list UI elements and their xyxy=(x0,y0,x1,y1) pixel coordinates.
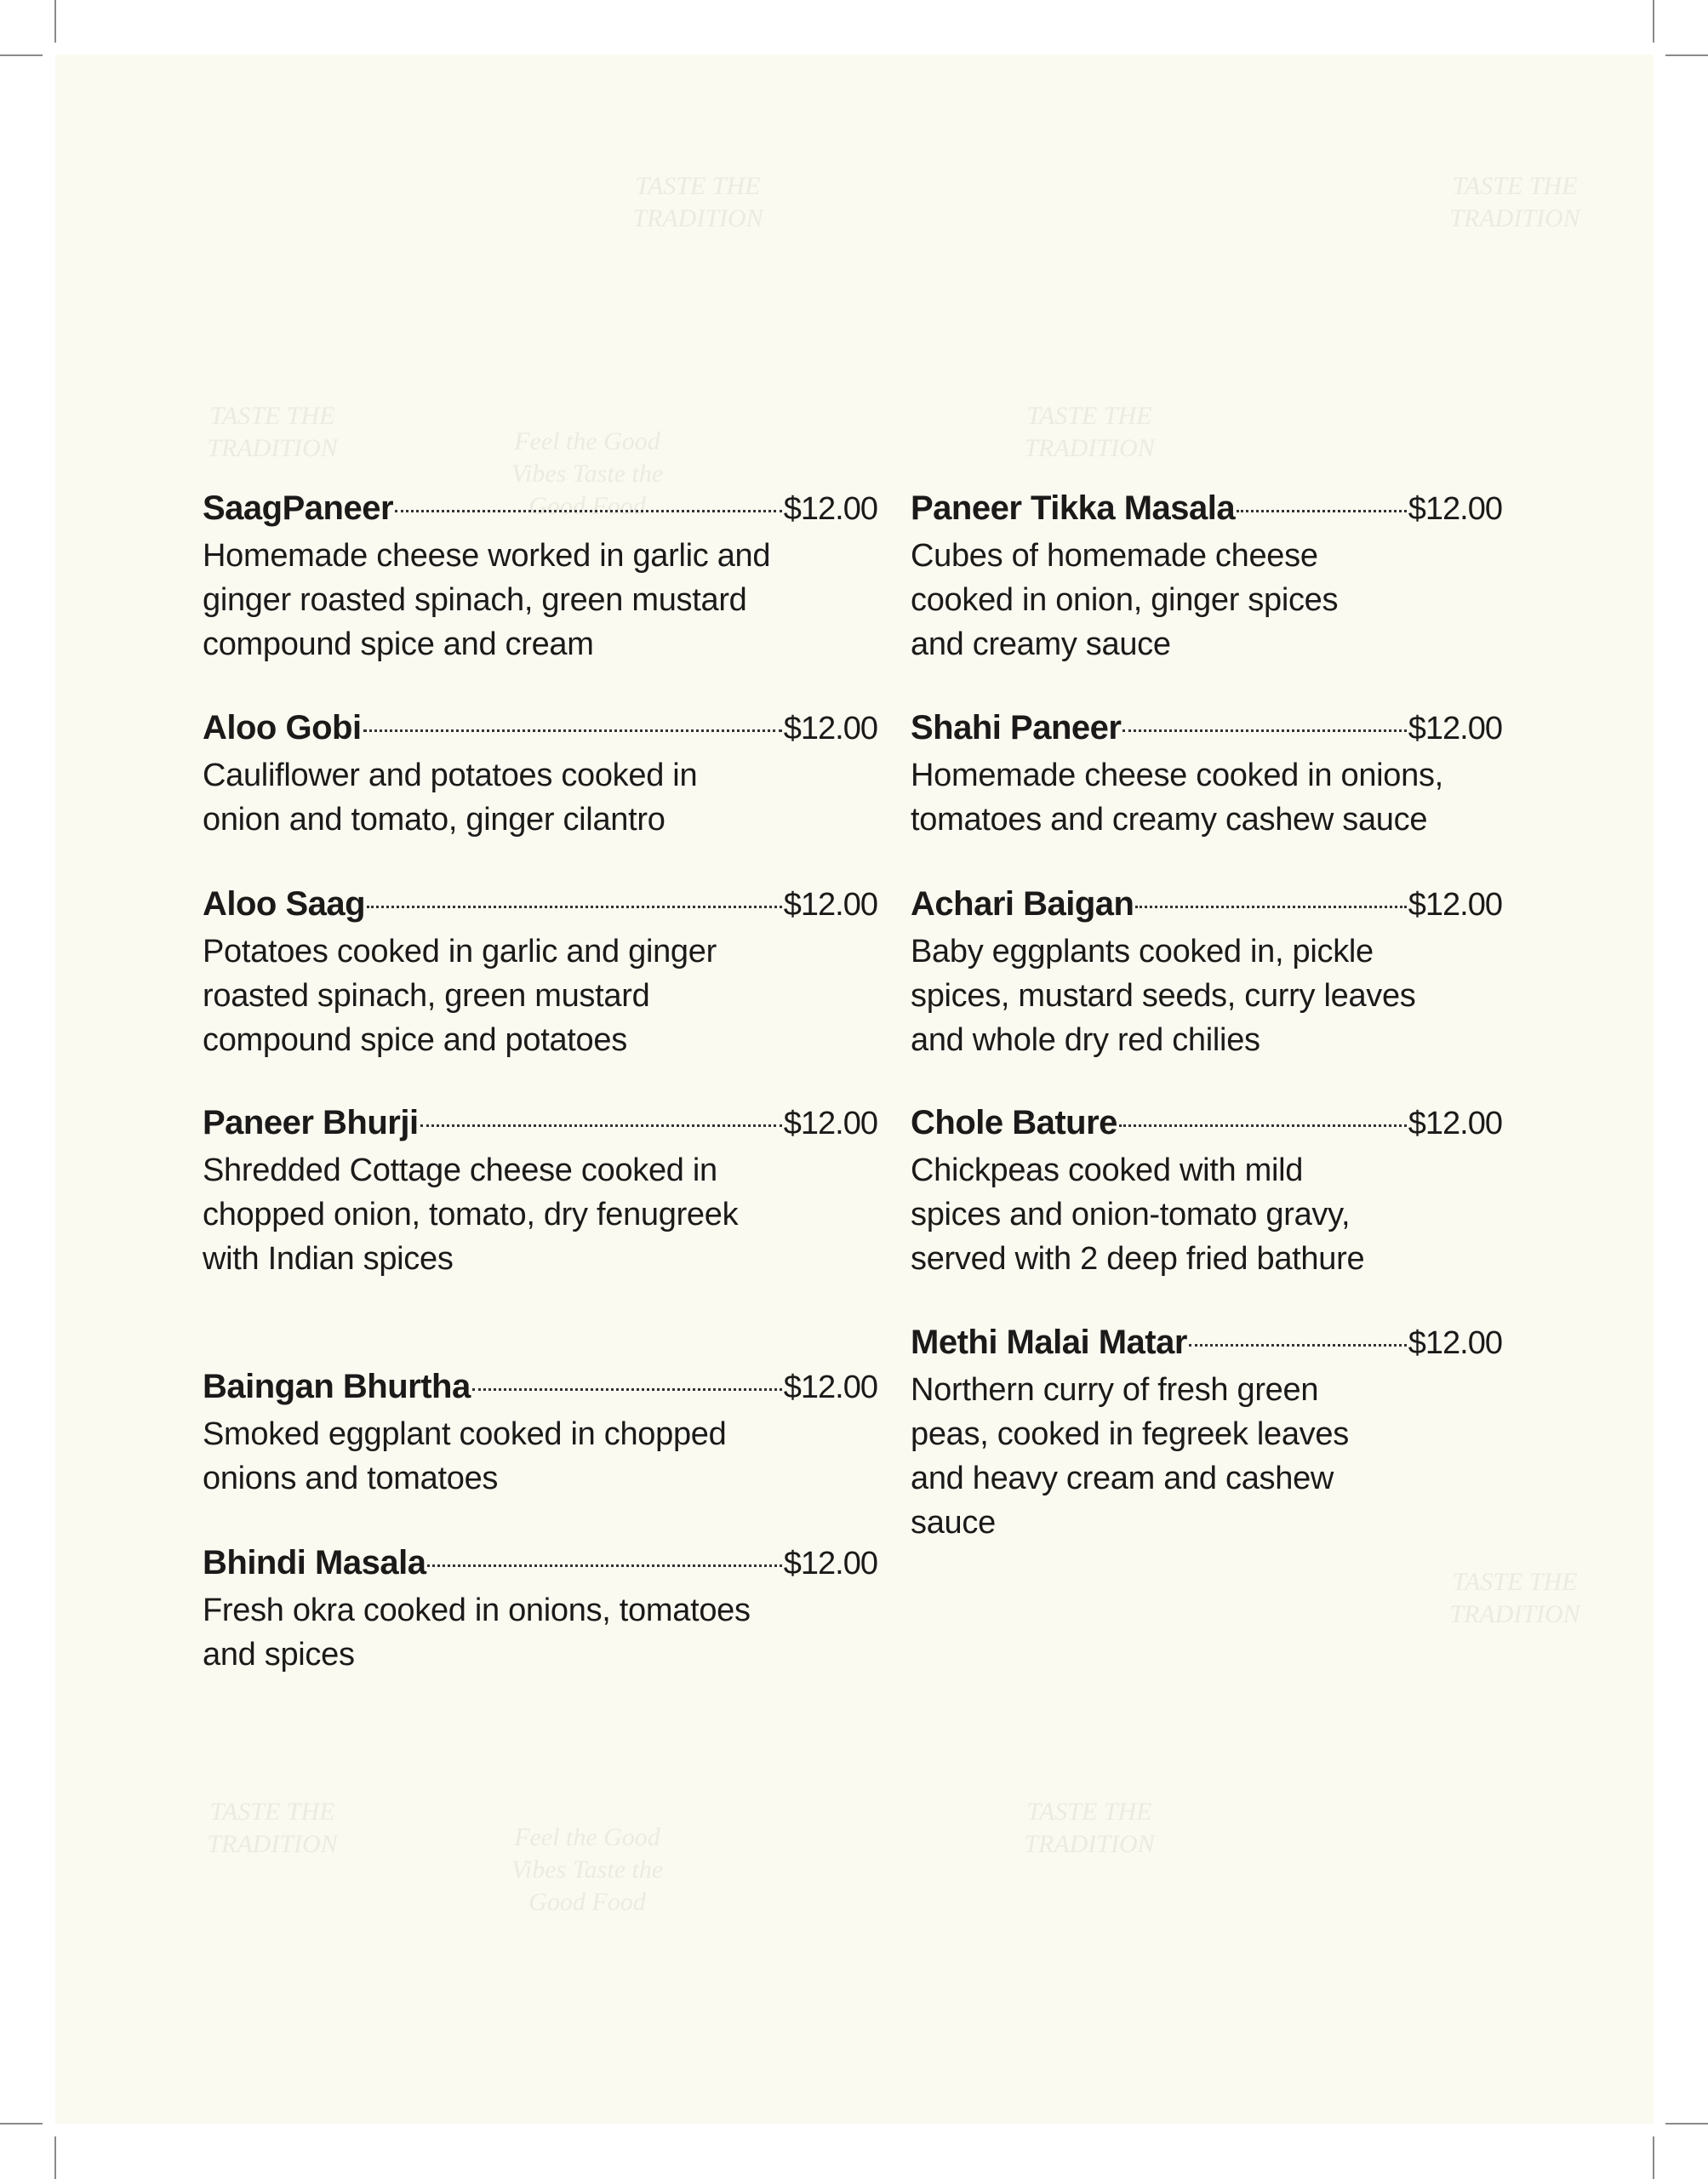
menu-item-description: Fresh okra cooked in onions, tomatoes and spices xyxy=(203,1593,751,1673)
menu-item-description: Homemade cheese cooked in onions, tomatoes and creamy cashew sauce xyxy=(911,758,1443,838)
menu-item xyxy=(203,709,877,842)
menu-item-name: Paneer Tikka Masala xyxy=(911,489,1236,527)
menu-item xyxy=(911,489,1502,666)
watermark-text: TASTE THE TRADITION xyxy=(1449,172,1580,232)
menu-item-price: $12.00 xyxy=(1408,1106,1502,1141)
crop-mark xyxy=(1665,2123,1708,2125)
watermark-text: Feel the Good Vibes Taste the Good Food xyxy=(511,427,664,520)
menu-item-name: Shahi Paneer xyxy=(911,709,1122,746)
crop-mark xyxy=(1653,0,1654,43)
crop-mark xyxy=(0,54,43,56)
menu-item-name: Aloo Saag xyxy=(203,885,366,923)
menu-item xyxy=(203,489,877,666)
menu-item-name: SaagPaneer xyxy=(203,489,394,527)
watermark-text: TASTE THE TRADITION xyxy=(1449,1568,1580,1628)
menu-item xyxy=(911,1104,1502,1281)
menu-item-description: Chickpeas cooked with mild spices and onion-tomato gravy, served with 2 deep fried bathure xyxy=(911,1152,1365,1277)
watermark-text: TASTE THE TRADITION xyxy=(632,172,763,232)
menu-item-price: $12.00 xyxy=(1408,491,1502,527)
menu-item-description: Homemade cheese worked in garlic and ginger roasted spinach, green mustard compound spice and cream xyxy=(203,538,771,662)
menu-item-price: $12.00 xyxy=(783,1106,877,1141)
menu-item-title-row xyxy=(911,489,1502,534)
dotted-leader xyxy=(1237,510,1407,512)
menu-item xyxy=(203,1368,877,1501)
watermark-text: TASTE THE TRADITION xyxy=(207,402,338,462)
menu-item-description: Northern curry of fresh green peas, cooked in fegreek leaves and heavy cream and cashew sauce xyxy=(911,1372,1349,1541)
menu-item-price: $12.00 xyxy=(783,887,877,923)
menu-item-price: $12.00 xyxy=(783,491,877,527)
menu-item-price: $12.00 xyxy=(1408,1325,1502,1361)
menu-item-title-row xyxy=(911,709,1502,753)
menu-item-description: Baby eggplants cooked in, pickle spices, mustard seeds, curry leaves and whole dry red chilies xyxy=(911,934,1416,1058)
dotted-leader xyxy=(472,1388,782,1391)
crop-mark xyxy=(1653,2136,1654,2179)
watermark-text: TASTE THE TRADITION xyxy=(207,1798,338,1858)
dotted-leader xyxy=(395,510,782,512)
menu-item-name: Chole Bature xyxy=(911,1104,1117,1141)
menu-item-description: Shredded Cottage cheese cooked in chopped onion, tomato, dry fenugreek with Indian spices xyxy=(203,1152,739,1277)
dotted-leader xyxy=(420,1124,782,1127)
menu-item-name: Methi Malai Matar xyxy=(911,1324,1187,1361)
menu-item-description: Potatoes cooked in garlic and ginger roasted spinach, green mustard compound spice and potatoes xyxy=(203,934,717,1058)
menu-item xyxy=(203,885,877,1062)
menu-item-price: $12.00 xyxy=(783,1546,877,1581)
dotted-leader xyxy=(1119,1124,1407,1127)
menu-item-description: Cauliflower and potatoes cooked in onion and tomato, ginger cilantro xyxy=(203,758,698,838)
menu-item-name: Bhindi Masala xyxy=(203,1544,426,1581)
menu-item-price: $12.00 xyxy=(1408,887,1502,923)
crop-mark xyxy=(54,2136,56,2179)
menu-item-title-row xyxy=(911,885,1502,929)
menu-item-title-row xyxy=(203,1544,877,1588)
watermark-text: TASTE THE TRADITION xyxy=(1024,1798,1155,1858)
menu-item-name: Achari Baigan xyxy=(911,885,1134,923)
menu-item-price: $12.00 xyxy=(783,1370,877,1405)
dotted-leader xyxy=(1135,906,1406,908)
dotted-leader xyxy=(367,906,782,908)
menu-item xyxy=(911,1324,1502,1545)
menu-item xyxy=(203,1544,877,1677)
dotted-leader xyxy=(1122,729,1406,732)
menu-item-title-row xyxy=(203,709,877,753)
menu-item-title-row xyxy=(203,1104,877,1148)
crop-mark xyxy=(1665,54,1708,56)
menu-item xyxy=(911,709,1502,842)
watermark-text: TASTE THE TRADITION xyxy=(1024,402,1155,462)
watermark-text: Feel the Good Vibes Taste the Good Food xyxy=(511,1823,664,1916)
menu-item-description: Cubes of homemade cheese cooked in onion, ginger spices and creamy sauce xyxy=(911,538,1339,662)
menu-item-title-row xyxy=(203,489,877,534)
menu-item-description: Smoked eggplant cooked in chopped onions and tomatoes xyxy=(203,1416,727,1496)
menu-item-price: $12.00 xyxy=(1408,711,1502,746)
menu-item-price: $12.00 xyxy=(783,711,877,746)
menu-item-title-row xyxy=(203,1368,877,1412)
menu-item-title-row xyxy=(911,1104,1502,1148)
dotted-leader xyxy=(1189,1344,1407,1347)
dotted-leader xyxy=(427,1564,781,1567)
dotted-leader xyxy=(363,729,782,732)
menu-item xyxy=(911,885,1502,1062)
crop-mark xyxy=(54,0,56,43)
menu-item-title-row xyxy=(203,885,877,929)
menu-item-title-row xyxy=(911,1324,1502,1368)
menu-item-name: Paneer Bhurji xyxy=(203,1104,419,1141)
menu-item-name: Aloo Gobi xyxy=(203,709,362,746)
menu-item-name: Baingan Bhurtha xyxy=(203,1368,471,1405)
crop-mark xyxy=(0,2123,43,2125)
menu-item xyxy=(203,1104,877,1281)
